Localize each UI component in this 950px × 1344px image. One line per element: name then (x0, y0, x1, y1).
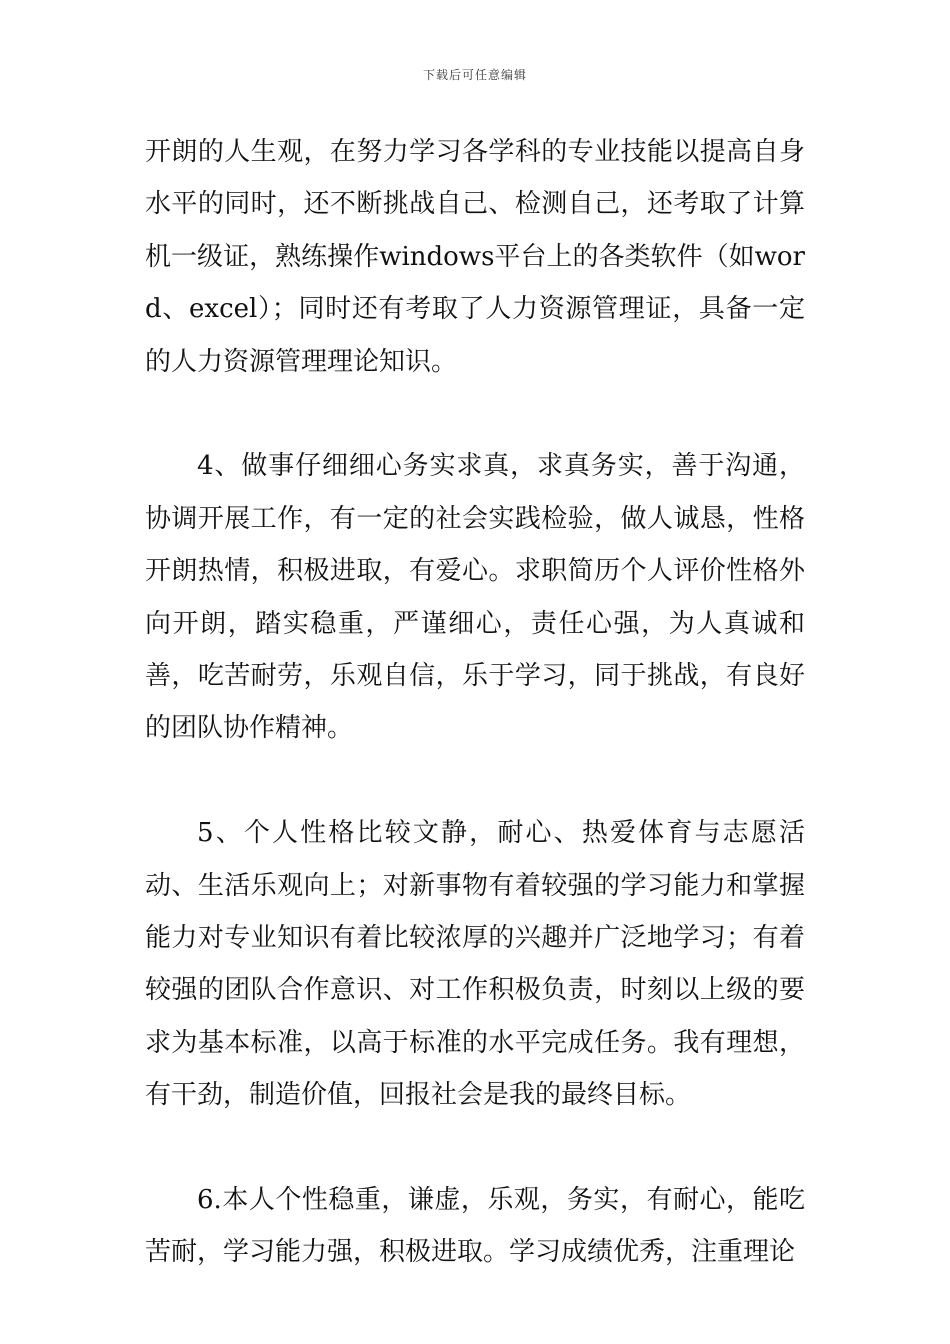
paragraph-gap (145, 1122, 805, 1174)
paragraph-gap (145, 755, 805, 807)
paragraph-continuation: 开朗的人生观，在努力学习各学科的专业技能以提高自身水平的同时，还不断挑战自己、检测自己，还考取了计算机一级证，熟练操作windows平台上的各类软件（如word、excel）；同时还有考取了人力资源管理证，具备一定的人力资源管理理论知识。 (145, 137, 805, 377)
document-body (145, 126, 805, 1279)
paragraph-item-6: 6.本人个性稳重，谦虚，乐观，务实，有耐心，能吃苦耐，学习能力强，积极进取。学习成绩优秀，注重理论 (145, 1185, 805, 1268)
paragraph-item-5: 5、个人性格比较文静，耐心、热爱体育与志愿活动、生活乐观向上；对新事物有着较强的学习能力和掌握能力对专业知识有着比较浓厚的兴趣并广泛地学习；有着较强的团队合作意识、对工作积极负责，时刻以上级的要求为基本标准，以高于标准的水平完成任务。我有理想，有干劲，制造价值，回报社会是我的最终目标。 (145, 818, 805, 1111)
header-note: 下载后可任意编辑 (422, 68, 527, 82)
paragraph-gap (145, 388, 805, 440)
paragraph-item-4: 4、做事仔细细心务实求真，求真务实，善于沟通，协调开展工作，有一定的社会实践检验，做人诚恳，性格开朗热情，积极进取，有爱心。求职简历个人评价性格外向开朗，踏实稳重，严谨细心，责任心强，为人真诚和善，吃苦耐劳，乐观自信，乐于学习，同于挑战，有良好的团队协作精神。 (145, 451, 805, 744)
